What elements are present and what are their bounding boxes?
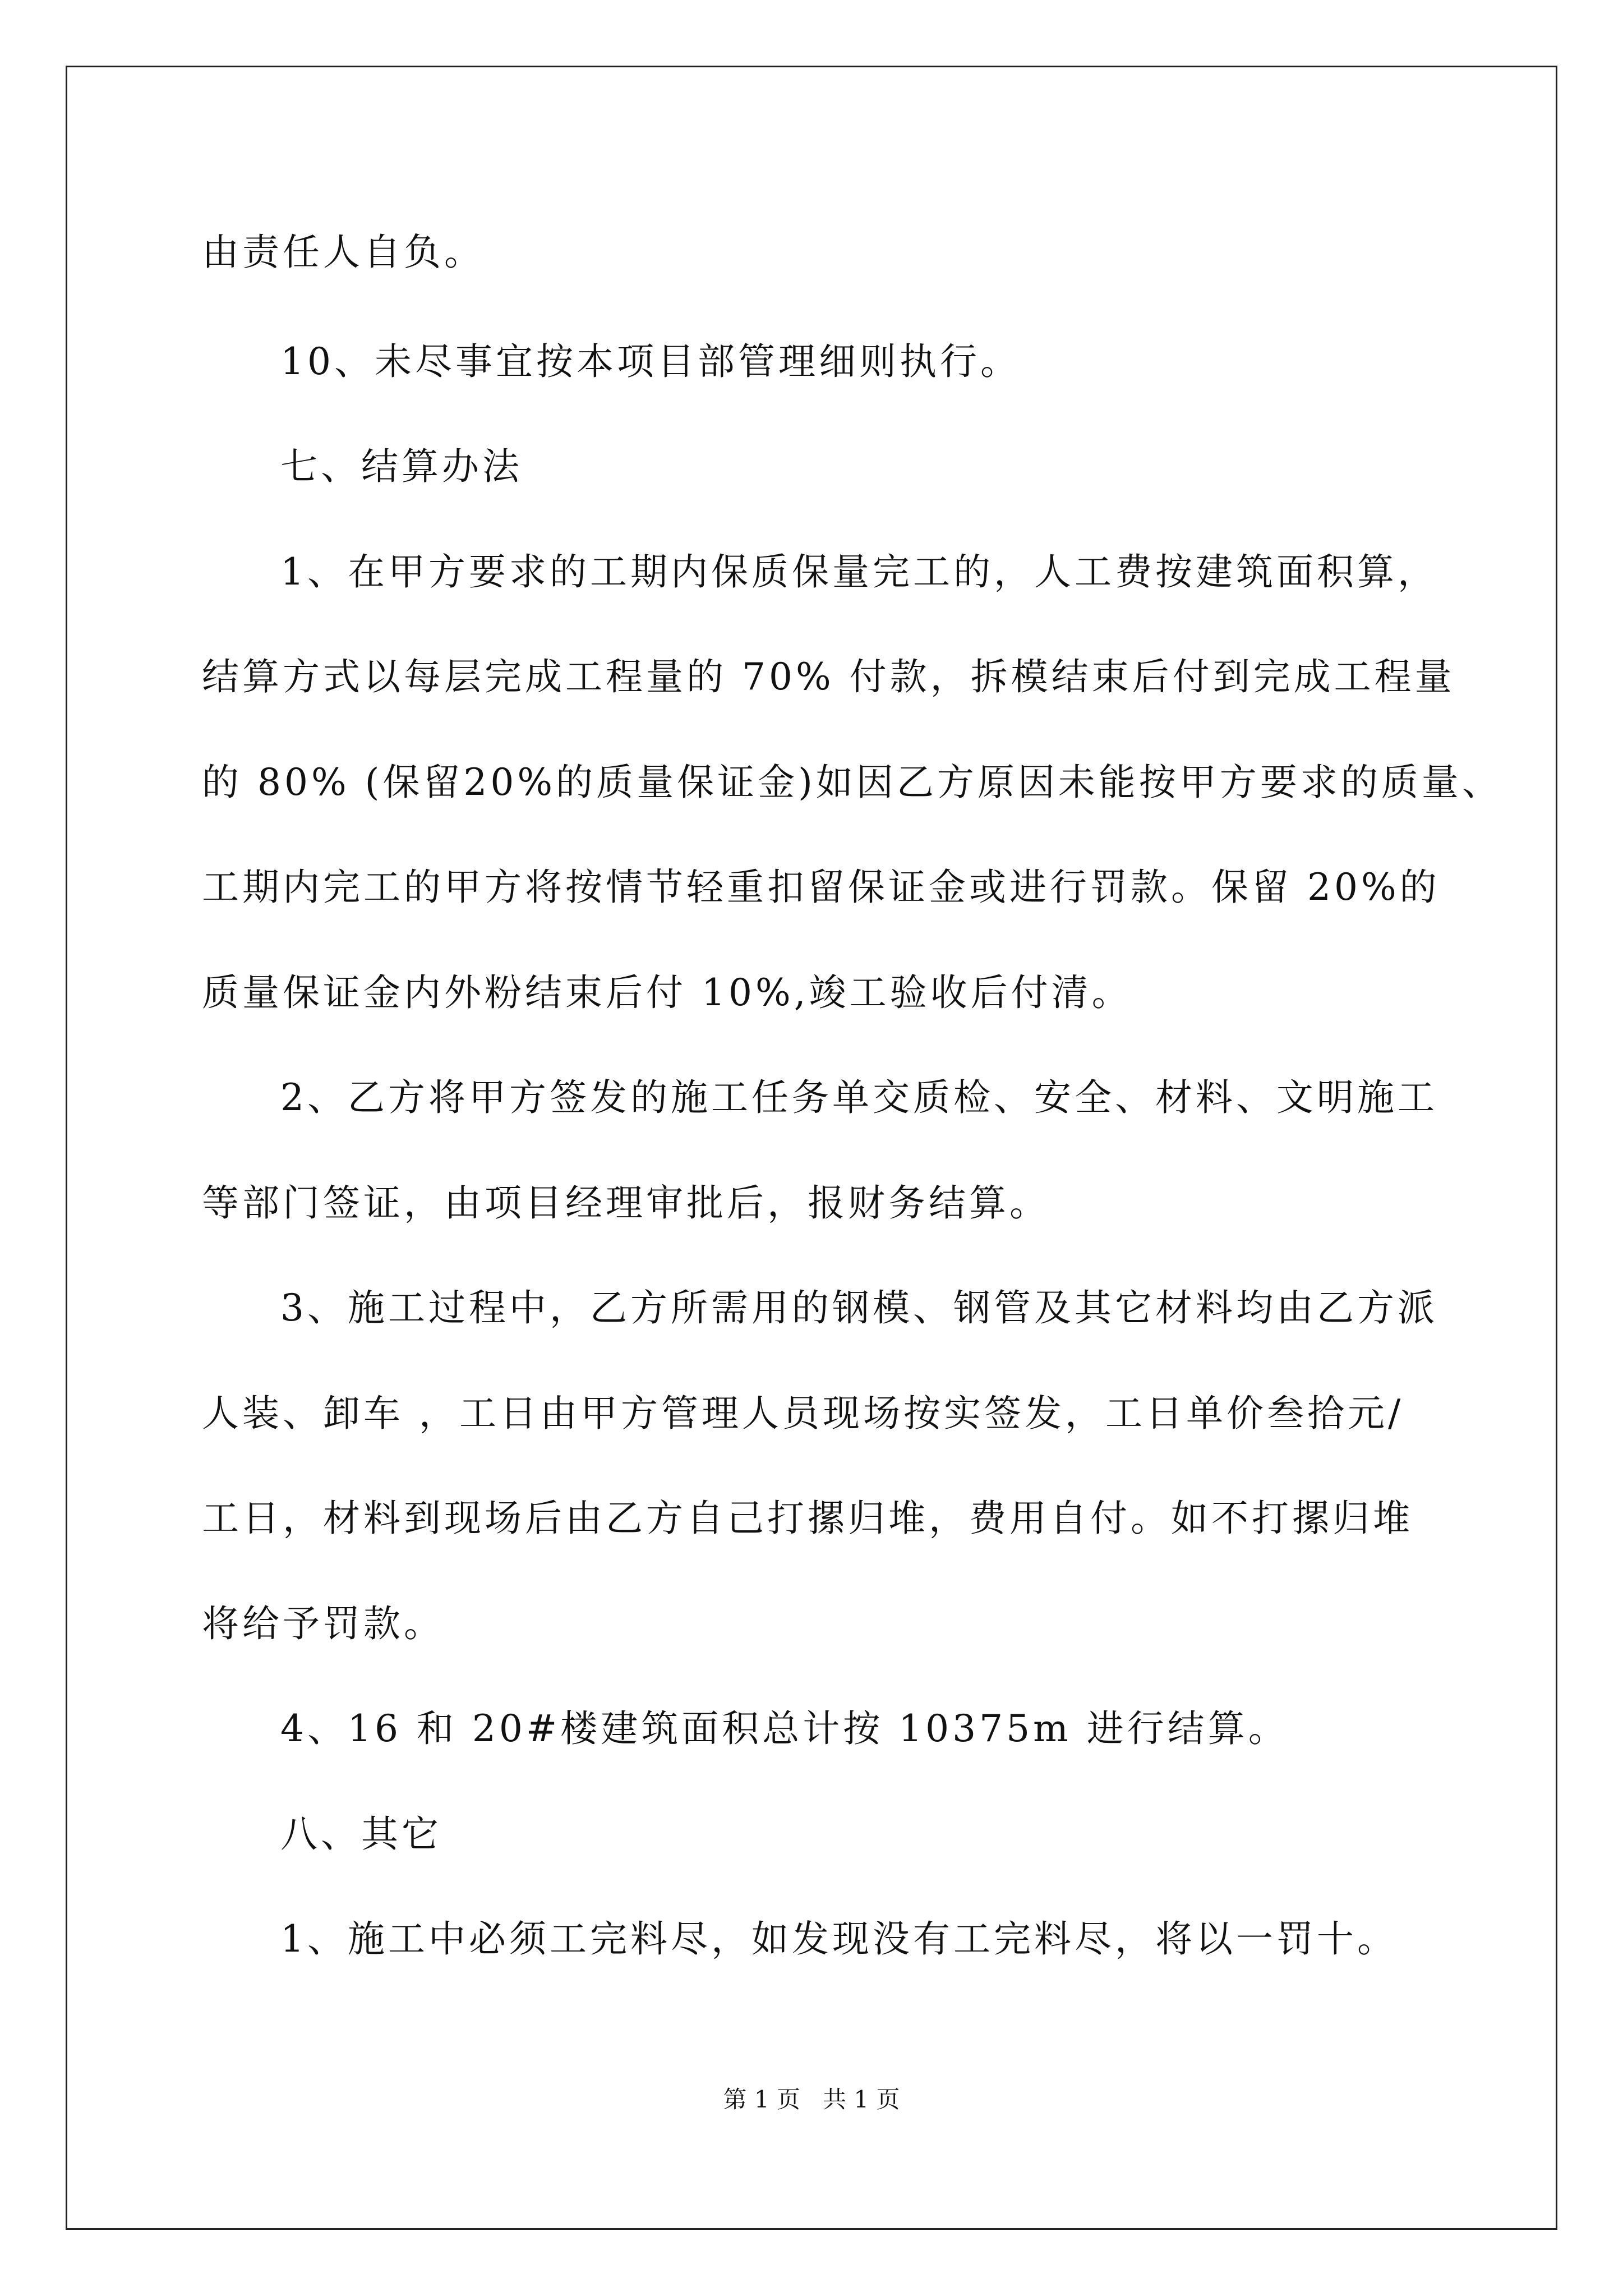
text-line: 人装、卸车 ，工日由甲方管理人员现场按实签发，工日单价叁拾元/	[202, 1392, 1404, 1435]
text-line: 质量保证金内外粉结束后付 10%,竣工验收后付清。	[202, 971, 1132, 1014]
text-line: 工期内完工的甲方将按情节轻重扣留保证金或进行罚款。保留 20%的	[202, 866, 1440, 909]
page-border	[66, 66, 1557, 2230]
text-line: 1、在甲方要求的工期内保质保量完工的，人工费按建筑面积算，	[280, 550, 1438, 593]
text-line: 等部门签证，由项目经理审批后，报财务结算。	[202, 1181, 1050, 1225]
text-line: 的 80% (保留20%的质量保证金)如因乙方原因未能按甲方要求的质量、	[202, 761, 1502, 804]
section-heading: 八、其它	[280, 1812, 442, 1856]
text-line: 工日，材料到现场后由乙方自己打摞归堆，费用自付。如不打摞归堆	[202, 1497, 1413, 1540]
text-line: 4、16 和 20#楼建筑面积总计按 10375m 进行结算。	[280, 1707, 1289, 1750]
page-footer: 第 1 页 共 1 页	[723, 2086, 900, 2113]
text-line: 3、施工过程中，乙方所需用的钢模、钢管及其它材料均由乙方派	[280, 1286, 1438, 1329]
section-heading: 七、结算办法	[280, 445, 523, 488]
text-line: 将给予罚款。	[202, 1602, 444, 1645]
text-line: 由责任人自负。	[202, 231, 485, 274]
text-line: 10、未尽事宜按本项目部管理细则执行。	[280, 340, 1021, 383]
text-line: 1、施工中必须工完料尽，如发现没有工完料尽，将以一罚十。	[280, 1917, 1398, 1961]
text-line: 结算方式以每层完成工程量的 70% 付款，拆模结束后付到完成工程量	[202, 655, 1455, 698]
text-line: 2、乙方将甲方签发的施工任务单交质检、安全、材料、文明施工	[280, 1076, 1438, 1119]
